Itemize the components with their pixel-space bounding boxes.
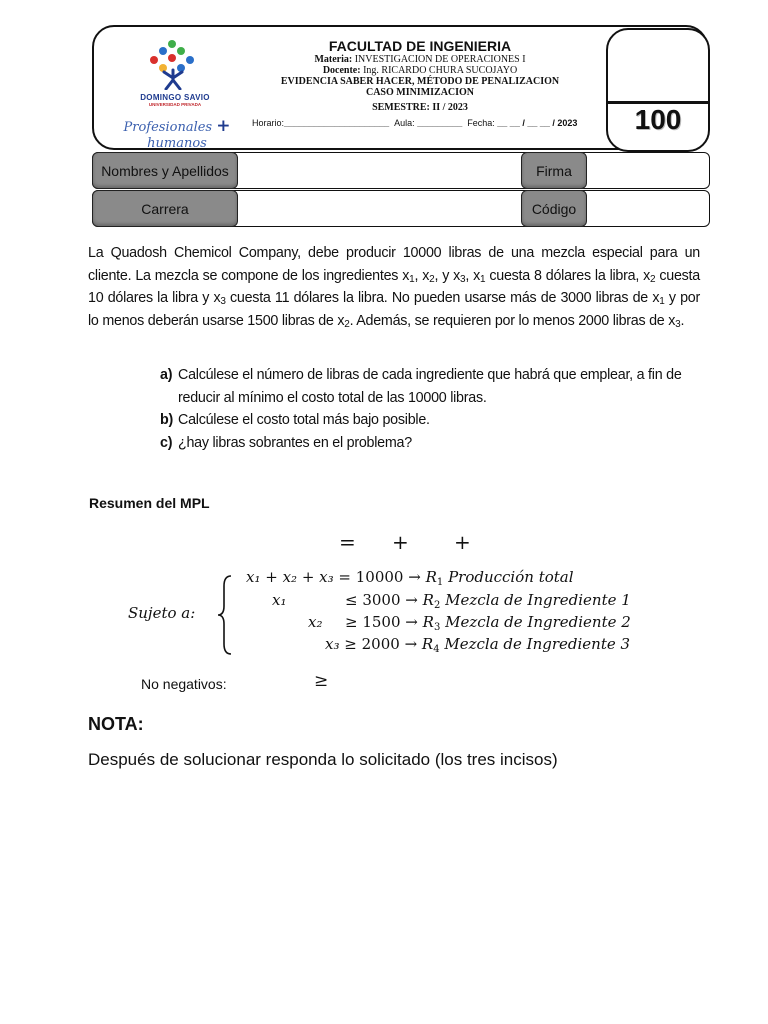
nota-text: Después de solucionar responda lo solicitado (los tres incisos) — [88, 750, 558, 769]
question-item: b) Calcúlese el costo total más bajo posible. — [160, 412, 430, 428]
left-brace-icon — [216, 574, 236, 656]
header-center — [244, 38, 596, 113]
logo-dots-icon — [150, 40, 194, 84]
nonneg-label: No negativos: — [141, 676, 227, 692]
score-value: 100 — [634, 104, 682, 135]
objective-plus: + — [454, 530, 471, 554]
university-logo — [112, 38, 242, 151]
docente-line: Docente: Ing. RICARDO CHURA SUCOJAYO — [322, 65, 518, 76]
caso-line: CASO MINIMIZACION — [365, 87, 475, 98]
logo-tagline: Profesionales + humanos — [123, 116, 231, 151]
question-item: a) Calcúlese el número de libras de cada ingrediente que habrá que emplear, a fin de reducir al mínimo el costo total de las 10000 libras. — [160, 367, 682, 406]
constraint-row: $x_3 \ge 2000 \to R_4$ Mezcla de Ingrediente 3 — [325, 635, 631, 655]
subject-to-label: Sujeto a: — [128, 604, 196, 622]
problem-statement: La Quadosh Chemicol Company, debe producir 10000 libras de una mezcla especial para un cliente. La mezcla se compone de los ingredientes $x_1$, $x_2$, y $x_3$, $x_1$ cuesta 8 dólares la libra, $x_2$ cuesta 10 dólares la libra y $x_3$ cuesta 11 dólares la libra. No pueden usarse más de 3000 libras de $x_1$ y por lo menos deberán usarse 1500 libras de $x_2$. Además, se requieren por lo menos 2000 libras de $x_3$. — [88, 245, 701, 330]
constraint-row: x₂ — [308, 613, 323, 631]
faculty-title: FACULTAD DE INGENIERIA — [328, 38, 512, 54]
nonneg-symbol: ≥ — [314, 671, 329, 691]
logo-subtitle: UNIVERSIDAD PRIVADA — [148, 102, 202, 107]
evidencia-line: EVIDENCIA SABER HACER, MÉTODO DE PENALIZACION — [280, 76, 560, 87]
constraint-row: ≤ $3000 \to R_2$ Mezcla de Ingrediente 1 — [345, 591, 631, 611]
carrera-label: Carrera — [92, 190, 238, 227]
constraint-row: $x_1 + x_2 + x_3 = 10000 \to R_1$ Producción total — [246, 568, 574, 588]
objective-equals: = — [339, 530, 356, 554]
question-item: c) ¿hay libras sobrantes en el problema? — [160, 434, 412, 451]
semestre-line: SEMESTRE: II / 2023 — [372, 102, 468, 113]
logo-name: DOMINGO SAVIO — [140, 93, 210, 102]
nota-title: NOTA: — [88, 714, 144, 734]
constraint-row: x₁ — [272, 591, 287, 609]
section-title: Resumen del MPL — [89, 495, 210, 511]
objective-plus: + — [392, 530, 409, 554]
codigo-label: Código — [521, 190, 587, 227]
materia-line: Materia: INVESTIGACION DE OPERACIONES I — [314, 54, 526, 65]
horario-row: Horario:_____________________ Aula: _________ Fecha: __ __ / __ __ / 2023 — [252, 118, 578, 128]
firma-label: Firma — [521, 152, 587, 189]
constraint-row: ≥ $1500 \to R_3$ Mezcla de Ingrediente 2 — [345, 613, 631, 633]
nombres-label: Nombres y Apellidos — [92, 152, 238, 189]
question-list — [160, 364, 705, 454]
